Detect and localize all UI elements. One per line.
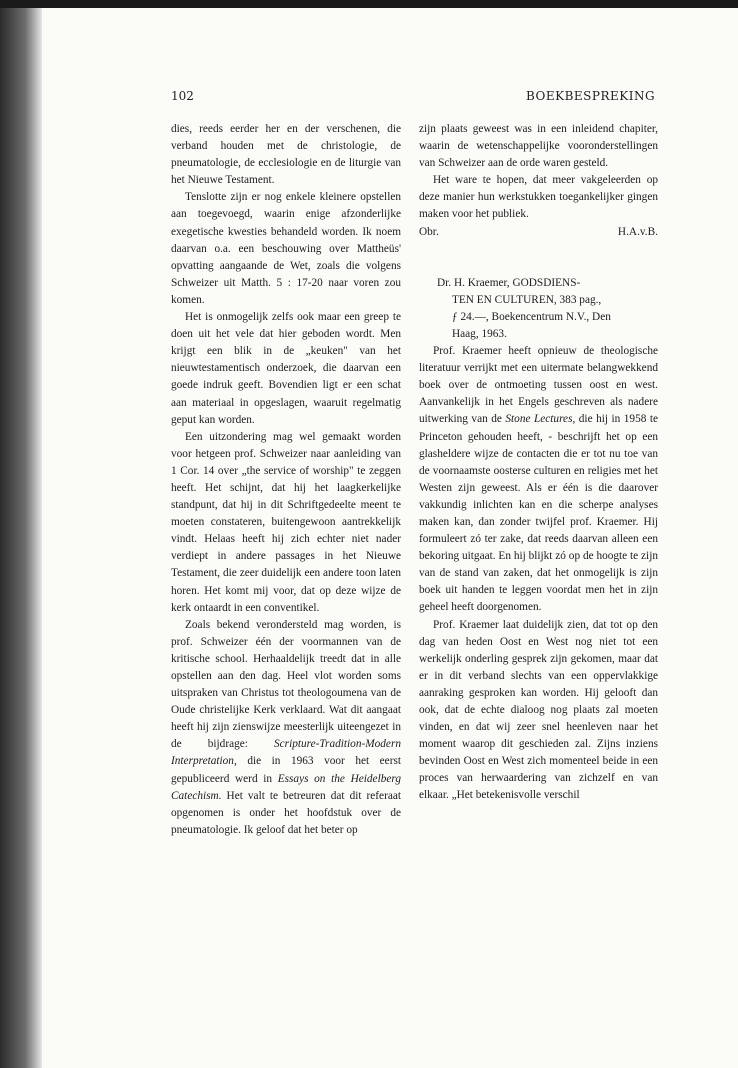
paragraph: dies, reeds eerder her en der verschenen, die verband houden met de christologie, de pneumatologie, de ecclesiologie en de liturgie van het Nieuwe Testament. — [171, 123, 401, 187]
italic-title: Scripture-Tradition-Modern Interpretation, — [171, 738, 401, 768]
paragraph: Prof. Kraemer laat duidelijk zien, dat tot op den dag van heden Oost en West nog niet tot een werkelijk onderling gesprek zijn gekomen, maar dat er in dit verband slechts van een oppervlakkige aanraking gesproken kan worden. Hij gelooft dan ook, dat de echte dialoog nog plaats zal moeten vinden, en dat wij zeer snel heenleven naar het moment waarop dit geschieden zal. Zijns inziens bevinden Oost en West zich momenteel beide in een proces van herwaardering van zichzelf en van elkaar. „Het betekenisvolle verschil — [419, 618, 658, 802]
text-run: die in 1963 voor het eerst gepubliceerd werd in — [171, 755, 401, 785]
text-run: die hij in 1958 te Princeton gehouden heeft, - beschrijft het op een glasheldere wijze de contacten die er tot nu toe van de voornaamste oosterse culturen en religies met het Westen zijn geweest. Als er één is die daarover vakkundig inlichten kan en die scherpe analyses maken kan, dan zonder twijfel prof. Kraemer. Hij formuleert zó ter zake, dat reeds daarvan alleen een bekoring uitgaat. En hij blijkt zó op de hoogte te zijn van de stand van zaken, dat het onmogelijk is zijn boek uit handen te leggen voordat men het in zijn geheel heeft doorgenomen. — [419, 413, 659, 614]
italic-title: Stone Lectures, — [505, 413, 576, 426]
citation-line: Dr. H. Kraemer, GODSDIENS- — [437, 276, 581, 289]
italic-title: Essays on the Heidelberg Catechism. — [171, 772, 401, 802]
paragraph — [419, 343, 658, 617]
book-citation — [419, 275, 658, 343]
running-header: BOEKBESPREKING — [526, 89, 656, 103]
review-signature — [419, 224, 658, 241]
scan-top-edge — [0, 0, 738, 8]
signature-initials: H.A.v.B. — [617, 225, 658, 238]
text-run: Prof. Kraemer heeft opnieuw de theologische literatuur verrijkt met een uitermate belangwekkend boek over de ontmoeting tussen oost en west. Aanvankelijk in het Engels geschreven als nadere uitwerking van de — [419, 345, 658, 426]
text-run: Het valt te betreuren dat dit referaat opgenomen is onder het hoofdstuk over de pneumatologie. Ik geloof dat het beter op — [171, 789, 401, 836]
paragraph: Het is onmogelijk zelfs ook maar een greep te doen uit het vele dat hier geboden wordt. Men krijgt een blik in de „keuken" van het nieuwtestamentisch onderzoek, die daarvan een goede indruk geeft. Bovendien ligt er een schat aan materiaal in opgeslagen, waaruit regelmatig geput kan worden. — [171, 311, 401, 426]
paragraph — [171, 617, 401, 839]
scan-left-edge — [0, 8, 42, 1068]
left-column — [171, 121, 401, 839]
page-number: 102 — [171, 89, 194, 103]
right-column — [419, 121, 658, 805]
text-run: Zoals bekend verondersteld mag worden, is prof. Schweizer één der voormannen van de kritische school. Herhaaldelijk treedt dat in alle opstellen aan den dag. Heel vlot worden soms uitspraken van Christus tot theologoumena van de Oude christelijke Kerk verklaard. Wat dit aangaat heeft hij zijn zienswijze meesterlijk uiteengezet in de bijdrage: — [171, 618, 401, 751]
paragraph: zijn plaats geweest was in een inleidend chapiter, waarin de wetenschappelijke vooronderstellingen van Schweizer aan de orde waren gesteld. — [419, 123, 658, 170]
paragraph: Het ware te hopen, dat meer vakgeleerden op deze manier hun werkstukken toegankelijker gingen maken voor het publiek. — [419, 174, 658, 221]
signature-abbrev: Obr. — [419, 225, 439, 238]
paragraph: Tenslotte zijn er nog enkele kleinere opstellen aan toegevoegd, waarin enige afzonderlijke exegetische kwesties behandeld worden. Ik noem daarvan o.a. een beschouwing over Mattheüs' opvatting aangaande de Wet, zoals die volgens Schweizer uit Matth. 5 : 17-20 naar voren zou komen. — [171, 191, 401, 306]
citation-line: TEN EN CULTUREN, 383 pag., — [452, 293, 602, 306]
citation-line: ƒ 24.—, Boekencentrum N.V., Den — [452, 310, 611, 323]
paragraph: Een uitzondering mag wel gemaakt worden voor hetgeen prof. Schweizer naar aanleiding van 1 Cor. 14 over „the service of worship" te zeggen heeft. Het schijnt, dat hij het laagkerkelijke standpunt, dat hij in dit Schriftgedeelte meent te moeten constateren, buitengewoon aantrekkelijk vindt. Helaas heeft hij zich echter niet nader verdiept in andere passages in het Nieuwe Testament, die zeer duidelijk een andere toon laten horen. Het komt mij voor, dat op deze wijze de kerk ontaardt in een conventikel. — [171, 430, 401, 614]
citation-line: Haag, 1963. — [452, 327, 507, 340]
